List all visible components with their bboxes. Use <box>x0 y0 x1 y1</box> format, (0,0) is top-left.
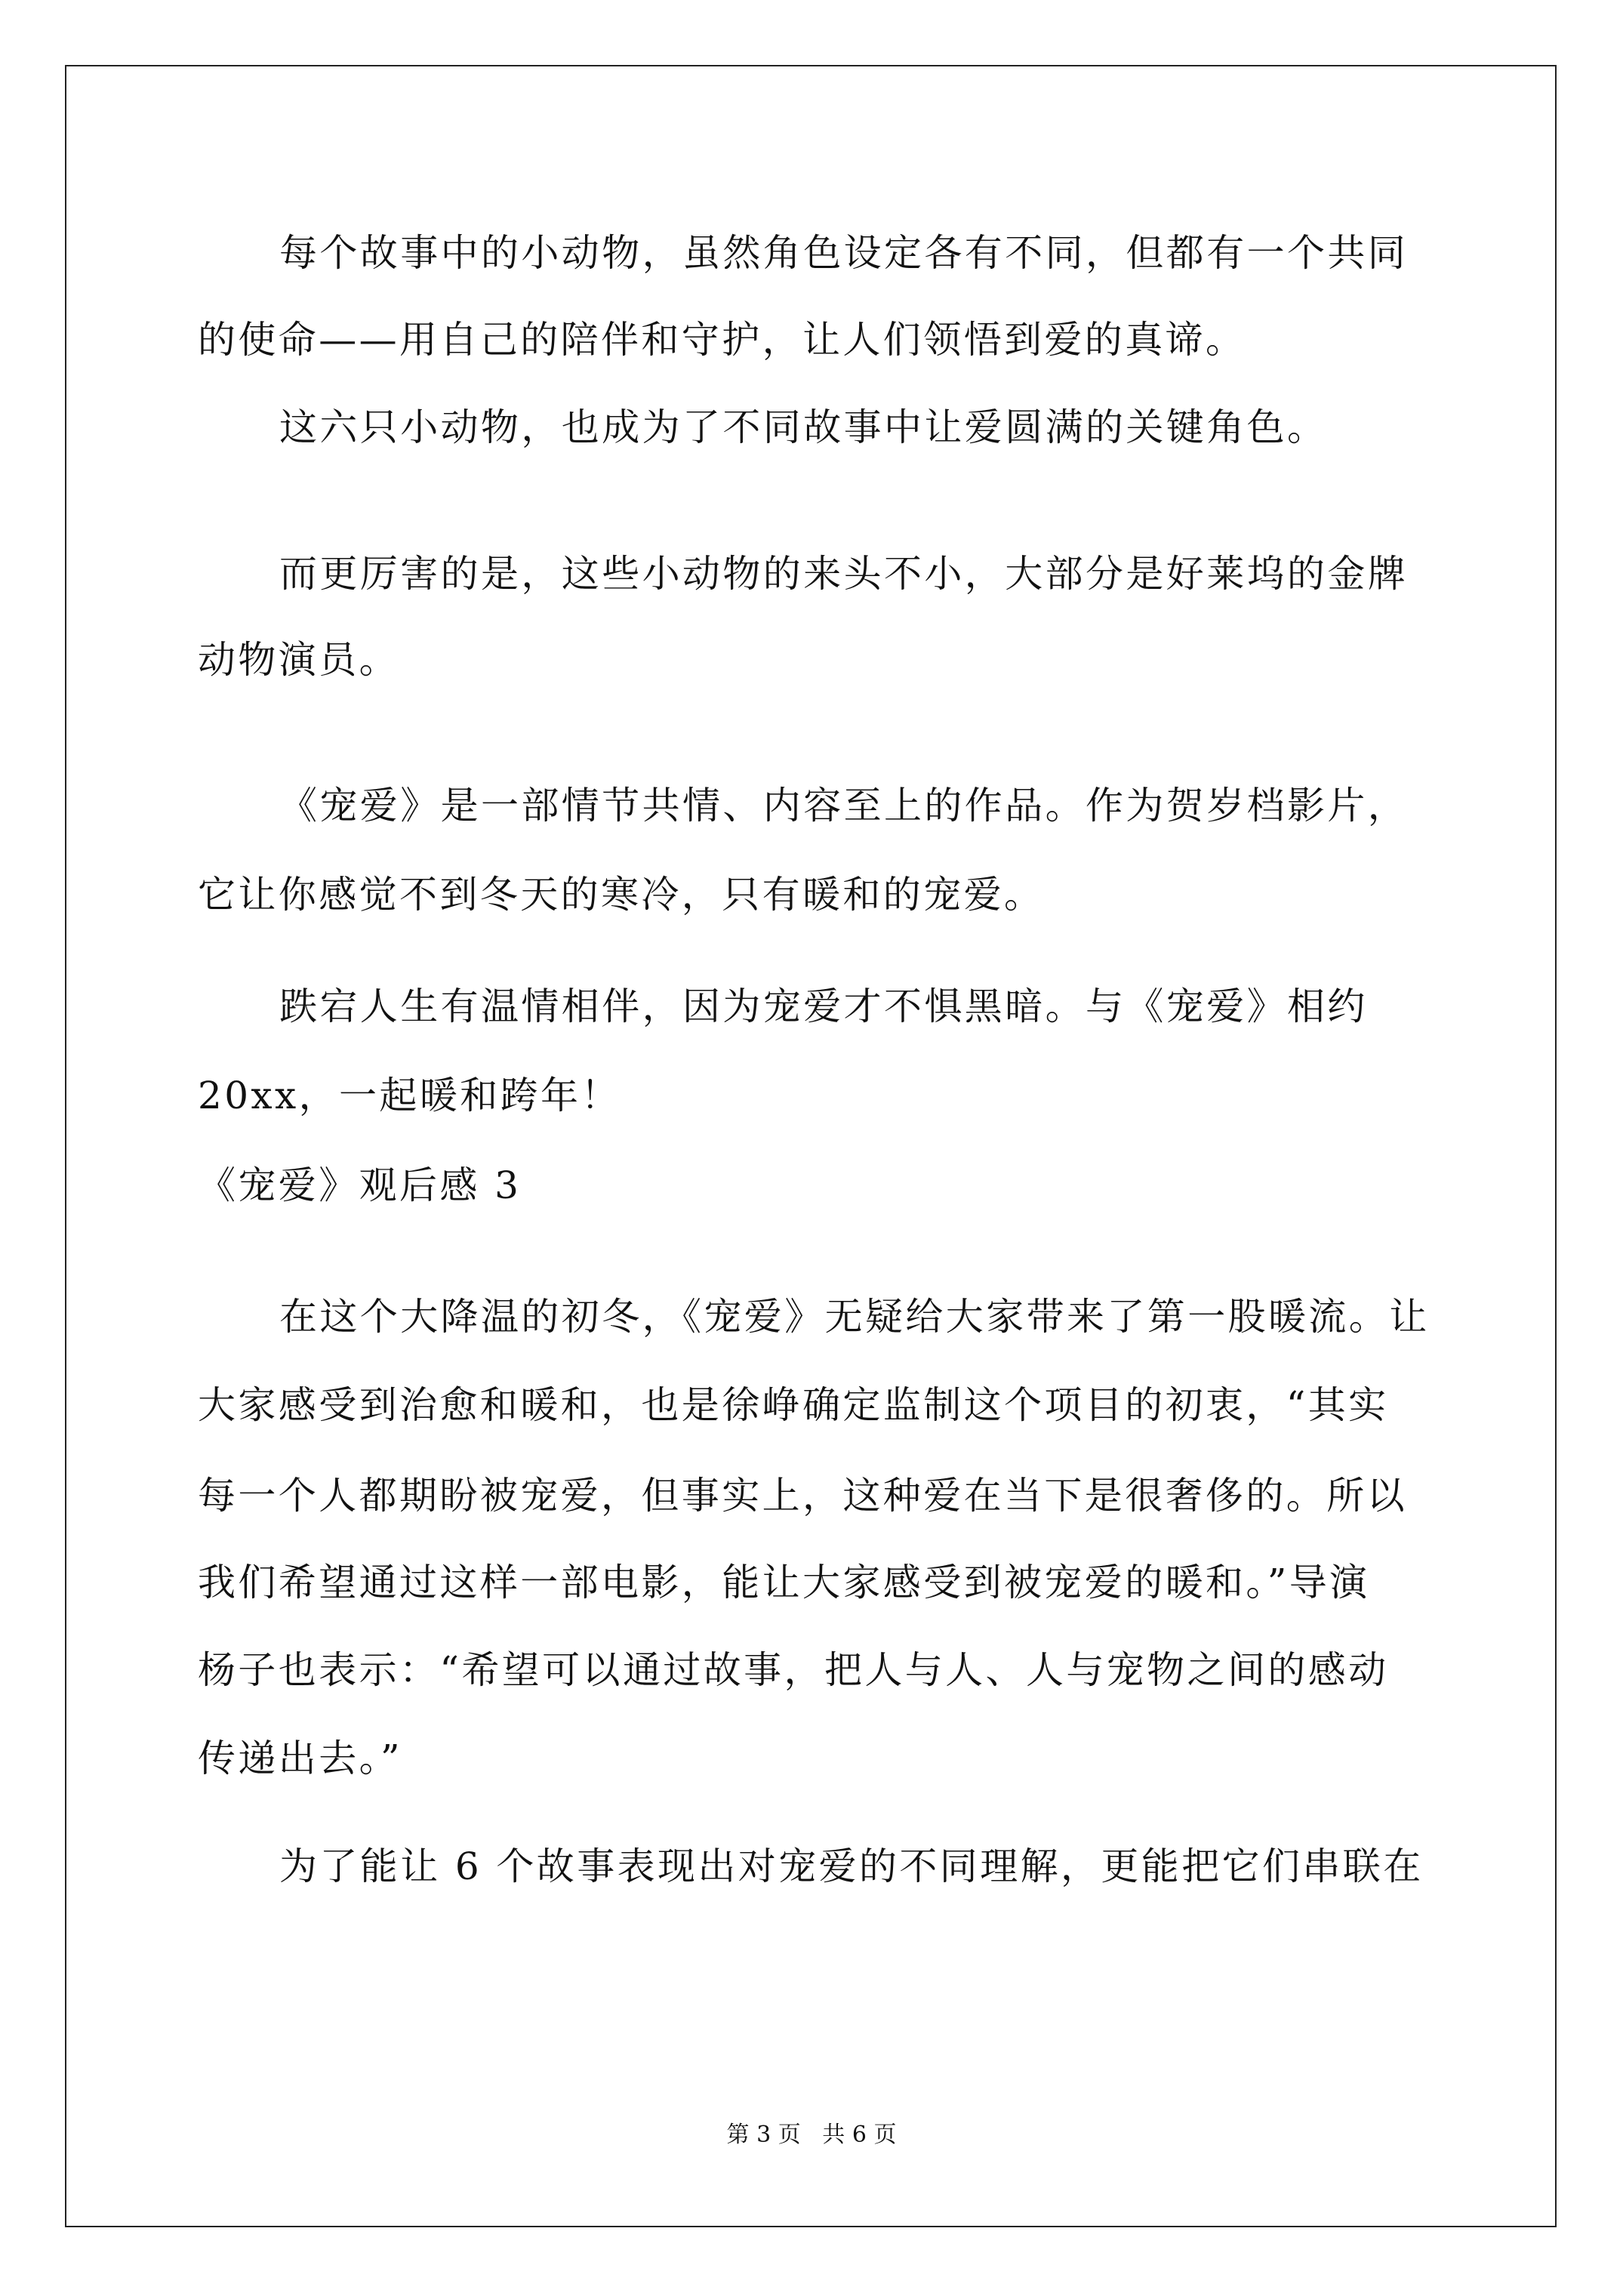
paragraph-line: 的使命——用自己的陪伴和守护，让人们领悟到爱的真谛。 <box>198 318 1246 362</box>
paragraph-line: 这六只小动物，也成为了不同故事中让爱圆满的关键角色。 <box>279 405 1328 449</box>
page-footer: 第 3 页 共 6 页 <box>726 2122 897 2148</box>
paragraph-line: 每个故事中的小动物，虽然角色设定各有不同，但都有一个共同 <box>279 231 1409 275</box>
paragraph-line: 我们希望通过这样一部电影，能让大家感受到被宠爱的暖和。”导演 <box>198 1561 1370 1604</box>
section-heading: 《宠爱》观后感 3 <box>198 1163 522 1207</box>
paragraph-line: 而更厉害的是，这些小动物的来头不小，大部分是好莱坞的金牌 <box>279 552 1409 596</box>
paragraph-line: 它让你感觉不到冬天的寒冷，只有暖和的宠爱。 <box>198 873 1045 917</box>
page-border <box>65 65 1557 2227</box>
paragraph-line: 《宠爱》是一部情节共情、内容至上的作品。作为贺岁档影片， <box>279 784 1409 827</box>
paragraph-line: 跌宕人生有温情相伴，因为宠爱才不惧黑暗。与《宠爱》相约 <box>279 985 1368 1028</box>
paragraph-line: 20xx，一起暖和跨年！ <box>198 1074 621 1117</box>
paragraph-line: 动物演员。 <box>198 638 399 682</box>
paragraph-line: 为了能让 6 个故事表现出对宠爱的不同理解，更能把它们串联在 <box>279 1845 1424 1888</box>
paragraph-line: 大家感受到治愈和暖和，也是徐峥确定监制这个项目的初衷，“其实 <box>198 1383 1389 1427</box>
paragraph-line: 每一个人都期盼被宠爱，但事实上，这种爱在当下是很奢侈的。所以 <box>198 1474 1407 1518</box>
paragraph-line: 在这个大降温的初冬，《宠爱》无疑给大家带来了第一股暖流。让 <box>279 1295 1430 1339</box>
paragraph-line: 杨子也表示：“希望可以通过故事，把人与人、人与宠物之间的感动 <box>198 1648 1389 1692</box>
paragraph-line: 传递出去。” <box>198 1737 402 1780</box>
